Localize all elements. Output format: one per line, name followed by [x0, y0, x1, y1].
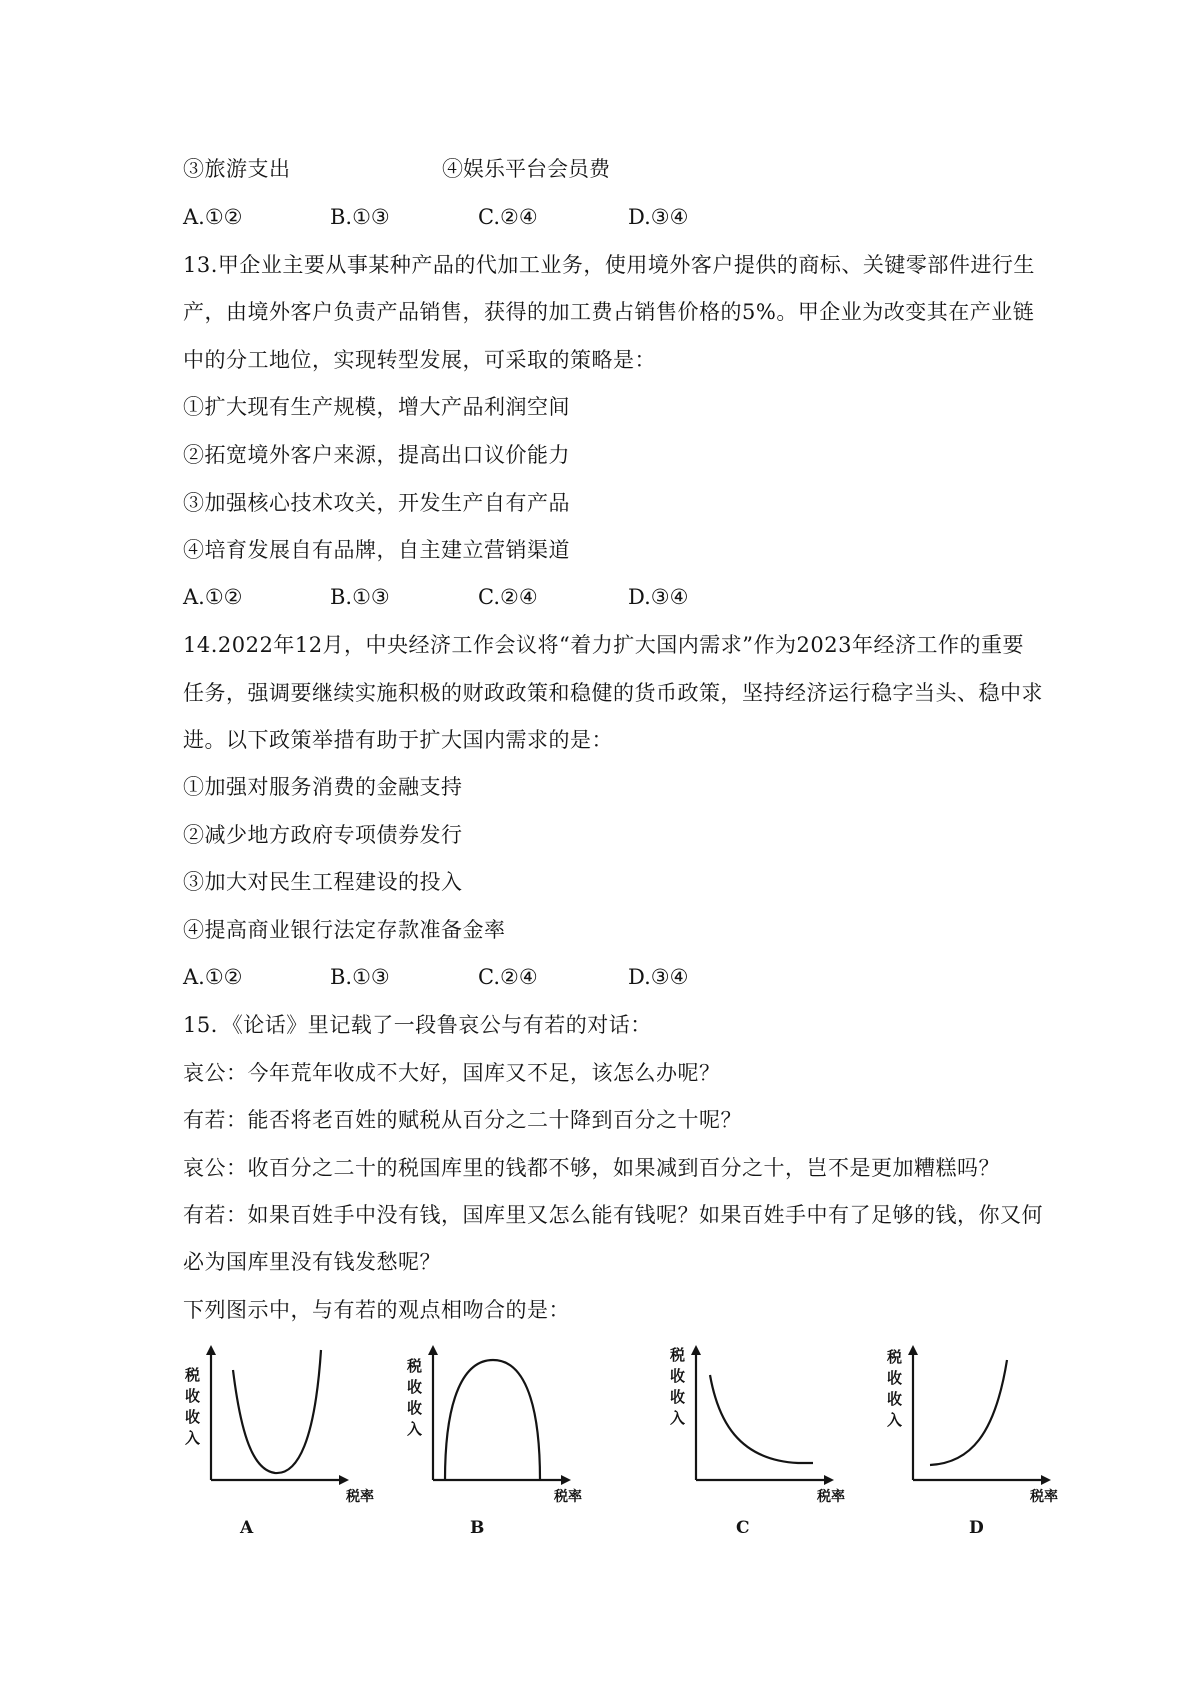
q12-option-a: A.①②: [183, 205, 243, 229]
graph-a-ylabel: 税收收入: [185, 1366, 201, 1447]
q14-item-3: ③加大对民生工程建设的投入: [183, 870, 463, 894]
q15-dialogue-3: 哀公：收百分之二十的税国库里的钱都不够，如果减到百分之十，岂不是更加糟糕吗？: [183, 1156, 1000, 1180]
q15-prompt: 下列图示中，与有若的观点相吻合的是：: [183, 1298, 570, 1322]
q15-dialogue-4b: 必为国库里没有钱发愁呢？: [183, 1250, 441, 1274]
graph-a-curve: [233, 1350, 321, 1473]
q13-stem-line-2: 产，由境外客户负责产品销售，获得的加工费占销售价格的5%。甲企业为改变其在产业链: [183, 300, 1035, 324]
q14-option-d: D.③④: [628, 965, 689, 989]
q14-item-1: ①加强对服务消费的金融支持: [183, 775, 463, 799]
graph-b-x-arrow: [561, 1475, 571, 1485]
q13-stem-line-3: 中的分工地位，实现转型发展，可采取的策略是：: [183, 348, 656, 372]
q13-option-c: C.②④: [478, 585, 538, 609]
q12-item-4: ④娱乐平台会员费: [442, 157, 610, 181]
graph-d-x-arrow: [1041, 1475, 1051, 1485]
graph-b-curve: [445, 1360, 540, 1480]
graph-a-label: A: [240, 1518, 254, 1538]
q14-item-2: ②减少地方政府专项债券发行: [183, 823, 463, 847]
graph-a-y-arrow: [206, 1345, 216, 1355]
q14-option-c: C.②④: [478, 965, 538, 989]
q13-item-2: ②拓宽境外客户来源，提高出口议价能力: [183, 443, 570, 467]
q14-item-4: ④提高商业银行法定存款准备金率: [183, 918, 506, 942]
q13-option-d: D.③④: [628, 585, 689, 609]
q13-option-a: A.①②: [183, 585, 243, 609]
q15-stem-line-1: 15．《论话》里记载了一段鲁哀公与有若的对话：: [183, 1013, 652, 1037]
q14-stem-line-3: 进。以下政策举措有助于扩大国内需求的是：: [183, 728, 613, 752]
graph-d-curve: [930, 1360, 1007, 1465]
graph-b-xlabel: 税率: [554, 1489, 582, 1505]
graph-d-xlabel: 税率: [1030, 1489, 1058, 1505]
graph-c-y-arrow: [691, 1345, 701, 1355]
graph-d-ylabel: 税收收入: [887, 1348, 903, 1429]
graph-c-ylabel: 税收收入: [670, 1346, 686, 1427]
graph-c-x-arrow: [824, 1475, 834, 1485]
q12-option-c: C.②④: [478, 205, 538, 229]
q14-stem-line-2: 任务，强调要继续实施积极的财政政策和稳健的货币政策，坚持经济运行稳字当头、稳中求: [183, 681, 1043, 705]
graph-d: [885, 1345, 1085, 1490]
graph-c-svg: [668, 1345, 868, 1490]
graph-a-xlabel: 税率: [346, 1489, 374, 1505]
q13-item-1: ①扩大现有生产规模，增大产品利润空间: [183, 395, 570, 419]
q13-stem-line-1: 13.甲企业主要从事某种产品的代加工业务，使用境外客户提供的商标、关键零部件进行生: [183, 253, 1035, 277]
q13-option-b: B.①③: [330, 585, 390, 609]
graph-a-svg: [183, 1345, 383, 1490]
q14-option-b: B.①③: [330, 965, 390, 989]
graph-d-y-arrow: [908, 1345, 918, 1355]
graph-c-xlabel: 税率: [817, 1489, 845, 1505]
graph-c: [668, 1345, 868, 1490]
graph-c-label: C: [736, 1518, 750, 1538]
graph-a: [183, 1345, 383, 1490]
graph-b-svg: [405, 1345, 605, 1490]
graph-b-label: B: [470, 1518, 485, 1538]
q12-option-d: D.③④: [628, 205, 689, 229]
q15-dialogue-2: 有若：能否将老百姓的赋税从百分之二十降到百分之十呢？: [183, 1108, 742, 1132]
q14-option-a: A.①②: [183, 965, 243, 989]
q15-dialogue-1: 哀公：今年荒年收成不大好，国库又不足，该怎么办呢？: [183, 1061, 721, 1085]
q12-item-3: ③旅游支出: [183, 157, 291, 181]
q12-option-b: B.①③: [330, 205, 390, 229]
graph-d-label: D: [969, 1518, 984, 1538]
q13-item-3: ③加强核心技术攻关，开发生产自有产品: [183, 491, 570, 515]
graph-a-x-arrow: [339, 1475, 349, 1485]
graph-b-ylabel: 税收收入: [407, 1357, 423, 1438]
q15-dialogue-4a: 有若：如果百姓手中没有钱，国库里又怎么能有钱呢？如果百姓手中有了足够的钱，你又何: [183, 1203, 1043, 1227]
q13-item-4: ④培育发展自有品牌，自主建立营销渠道: [183, 538, 570, 562]
graph-b-y-arrow: [428, 1345, 438, 1355]
graph-c-curve: [710, 1375, 813, 1463]
graph-b: [405, 1345, 605, 1490]
q14-stem-line-1: 14.2022年12月，中央经济工作会议将“着力扩大国内需求”作为2023年经济工作的重要: [183, 633, 1024, 657]
graph-d-svg: [885, 1345, 1085, 1490]
